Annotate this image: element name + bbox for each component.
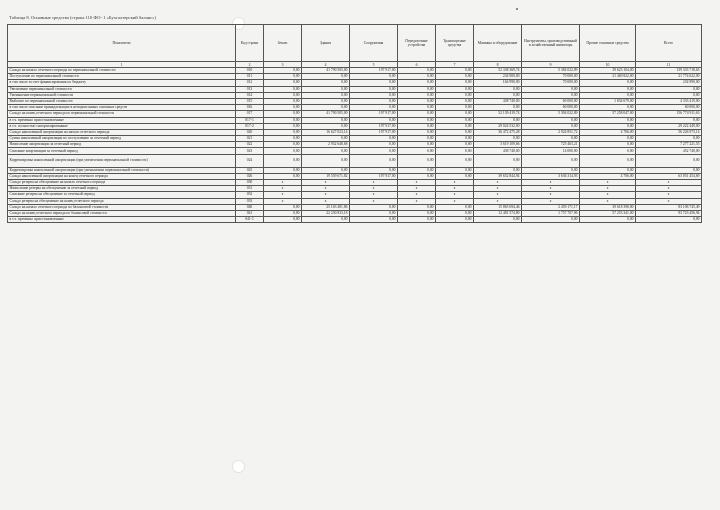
column-number: 3 xyxy=(264,62,302,68)
value-cell: 0,00 xyxy=(302,123,350,129)
value-cell: 52 139 419,74 xyxy=(474,111,522,117)
value-cell: 0,00 xyxy=(398,129,436,135)
value-cell: 197 917,00 xyxy=(350,173,398,179)
value-cell: 438 740,00 xyxy=(474,98,522,104)
column-header: Прочие основные средства xyxy=(580,25,636,62)
value-cell: 0,00 xyxy=(636,154,702,167)
row-code: 013 xyxy=(236,86,264,92)
column-header: Код строки xyxy=(236,25,264,62)
value-cell: 41 790 505,00 xyxy=(302,111,350,117)
value-cell: 0,00 xyxy=(436,210,474,216)
value-cell: 0,00 xyxy=(522,117,580,123)
value-cell: x xyxy=(636,192,702,198)
value-cell: x xyxy=(398,180,436,186)
column-header: Земли xyxy=(264,25,302,62)
row-code: 010 xyxy=(236,68,264,74)
row-code: 040 xyxy=(236,204,264,210)
value-cell: 0,00 xyxy=(264,80,302,86)
value-cell: 0,00 xyxy=(436,142,474,148)
value-cell: 0,00 xyxy=(474,117,522,123)
value-cell: 0,00 xyxy=(302,117,350,123)
value-cell: 0,00 xyxy=(264,154,302,167)
row-label: Сальдо резерва на обесценение на начало отчетного периода xyxy=(8,180,236,186)
value-cell: 0,00 xyxy=(636,86,702,92)
value-cell: 0,00 xyxy=(436,92,474,98)
header-row xyxy=(8,25,702,62)
row-label: Начисление резерва на обесценение за отчетный период xyxy=(8,186,236,192)
value-cell: 22 230 833,18 xyxy=(302,210,350,216)
value-cell: 0,00 xyxy=(636,167,702,173)
value-cell: x xyxy=(522,186,580,192)
value-cell: x xyxy=(436,192,474,198)
value-cell: x xyxy=(436,198,474,204)
value-cell: x xyxy=(436,180,474,186)
row-code: 017-2 xyxy=(236,123,264,129)
row-label: в том числе списание принадлежащих в неподписанных основных средств xyxy=(8,105,236,111)
row-code: 032 xyxy=(236,192,264,198)
value-cell: 0,00 xyxy=(398,111,436,117)
value-cell: 0,00 xyxy=(302,154,350,167)
value-cell: 0,00 xyxy=(436,74,474,80)
value-cell: 0,00 xyxy=(302,136,350,142)
row-label: Сальдо резерва на обесценение на конец отчетного периода xyxy=(8,198,236,204)
value-cell: 0,00 xyxy=(580,92,636,98)
value-cell: 0,00 xyxy=(264,167,302,173)
value-cell: 39 618 398,00 xyxy=(580,204,636,210)
row-label: Корректировка накопленной амортизации (при уменьшении первоначальной стоимости) xyxy=(8,167,236,173)
row-code: 030 xyxy=(236,180,264,186)
value-cell: 41 790 505,00 xyxy=(302,68,350,74)
value-cell: x xyxy=(350,198,398,204)
value-cell: 29 222 449,00 xyxy=(636,123,702,129)
value-cell: 0,00 xyxy=(350,204,398,210)
value-cell: x xyxy=(398,198,436,204)
row-code: 041-1 xyxy=(236,217,264,223)
value-cell: 725 463,21 xyxy=(522,142,580,148)
value-cell: x xyxy=(474,198,522,204)
value-cell: 0,00 xyxy=(436,123,474,129)
value-cell: 3 636 314,93 xyxy=(522,173,580,179)
value-cell: x xyxy=(302,186,350,192)
value-cell: 1 757 707,96 xyxy=(522,210,580,216)
value-cell: 0,00 xyxy=(580,123,636,129)
value-cell: 0,00 xyxy=(302,98,350,104)
column-number: 7 xyxy=(436,62,474,68)
punch-hole xyxy=(232,460,245,473)
column-number: 1 xyxy=(8,62,236,68)
value-cell: 0,00 xyxy=(580,117,636,123)
value-cell: 56 226 973,14 xyxy=(636,129,702,135)
row-label: Сальдо на конец отчетного периода по первоначальной стоимости xyxy=(8,111,236,117)
value-cell: 0,00 xyxy=(264,129,302,135)
value-cell: x xyxy=(580,198,636,204)
value-cell: 0,00 xyxy=(302,105,350,111)
value-cell: 0,00 xyxy=(436,204,474,210)
value-cell: 0,00 xyxy=(436,117,474,123)
value-cell: 93 723 456,94 xyxy=(636,210,702,216)
value-cell: 234 990,00 xyxy=(636,80,702,86)
value-cell: 0,00 xyxy=(522,86,580,92)
value-cell: x xyxy=(264,180,302,186)
value-cell: 39 623 104,00 xyxy=(580,68,636,74)
value-cell: 0,00 xyxy=(302,74,350,80)
value-cell: 0,00 xyxy=(264,111,302,117)
row-code: 021 xyxy=(236,136,264,142)
value-cell: 438 740,00 xyxy=(474,148,522,154)
column-header: Инструменты, производственный и хозяйственный инвентарь xyxy=(522,25,580,62)
value-cell: 0,00 xyxy=(580,105,636,111)
value-cell: 0,00 xyxy=(636,217,702,223)
value-cell: 15 865 694,46 xyxy=(474,204,522,210)
row-code: 031 xyxy=(236,186,264,192)
value-cell: 197 917,00 xyxy=(350,129,398,135)
value-cell: 0,00 xyxy=(580,217,636,223)
fixed-assets-table xyxy=(7,24,702,223)
value-cell: 0,00 xyxy=(636,92,702,98)
row-label: Уменьшение первоначальной стоимости xyxy=(8,92,236,98)
row-code: 014 xyxy=(236,92,264,98)
row-code: 016 xyxy=(236,105,264,111)
value-cell: 2 459 171,17 xyxy=(522,204,580,210)
column-number: 5 xyxy=(350,62,398,68)
value-cell: 0,00 xyxy=(474,136,522,142)
value-cell: 14 000,00 xyxy=(522,148,580,154)
value-cell: 0,00 xyxy=(474,92,522,98)
value-cell: 0,00 xyxy=(264,98,302,104)
value-cell: 0,00 xyxy=(522,123,580,129)
row-label: Увеличение первоначальной стоимости xyxy=(8,86,236,92)
value-cell: 0,00 xyxy=(302,167,350,173)
value-cell: 0,00 xyxy=(580,154,636,167)
row-code: 017-1 xyxy=(236,117,264,123)
row-code: 017 xyxy=(236,111,264,117)
value-cell: 70 000,00 xyxy=(522,74,580,80)
value-cell: 0,00 xyxy=(264,148,302,154)
value-cell: x xyxy=(522,192,580,198)
column-header: Машины и оборудование xyxy=(474,25,522,62)
column-number: 9 xyxy=(522,62,580,68)
value-cell: 0,00 xyxy=(264,210,302,216)
value-cell: 139 333 718,63 xyxy=(636,68,702,74)
value-cell: 19 559 671,82 xyxy=(302,173,350,179)
column-header: Передаточные устройства xyxy=(398,25,436,62)
value-cell: 197 917,00 xyxy=(350,68,398,74)
value-cell: 57 258 047,00 xyxy=(580,111,636,117)
value-cell: 0,00 xyxy=(264,173,302,179)
value-cell: x xyxy=(474,180,522,186)
value-cell: 5 384 022,89 xyxy=(522,68,580,74)
value-cell: 52 338 369,74 xyxy=(474,68,522,74)
value-cell: 0,00 xyxy=(522,167,580,173)
row-label: Корректировка накопленной амортизации (при увеличении первоначальной стоимости) xyxy=(8,154,236,167)
value-cell: 70 000,00 xyxy=(522,80,580,86)
row-label: в том числе за счет финансирования по бюджету xyxy=(8,80,236,86)
value-cell: x xyxy=(350,186,398,192)
value-cell: 0,00 xyxy=(522,154,580,167)
value-cell: 0,00 xyxy=(436,217,474,223)
column-header: Всего xyxy=(636,25,702,62)
value-cell: 25 163 481,86 xyxy=(302,204,350,210)
value-cell: x xyxy=(580,186,636,192)
value-cell: 0,00 xyxy=(398,136,436,142)
value-cell: 0,00 xyxy=(636,136,702,142)
value-cell: 0,00 xyxy=(350,74,398,80)
value-cell: 0,00 xyxy=(398,92,436,98)
value-cell: x xyxy=(350,192,398,198)
value-cell: 0,00 xyxy=(350,136,398,142)
column-header: Показатели xyxy=(8,25,236,62)
column-header: Сооружения xyxy=(350,25,398,62)
value-cell: x xyxy=(264,198,302,204)
value-cell: 0,00 xyxy=(436,136,474,142)
value-cell: 0,00 xyxy=(436,68,474,74)
value-cell: 0,00 xyxy=(398,167,436,173)
value-cell: 0,00 xyxy=(350,217,398,223)
value-cell: 21 469 822,00 xyxy=(580,74,636,80)
value-cell: 0,00 xyxy=(398,98,436,104)
row-label: Сальдо накопленной амортизации на начало отчетного периода xyxy=(8,129,236,135)
value-cell: x xyxy=(474,192,522,198)
value-cell: 60 000,00 xyxy=(636,105,702,111)
value-cell: 3 619 109,66 xyxy=(474,142,522,148)
value-cell: 0,00 xyxy=(398,173,436,179)
value-cell: 0,00 xyxy=(350,98,398,104)
value-cell: x xyxy=(398,186,436,192)
value-cell: 0,00 xyxy=(580,142,636,148)
row-code: 020 xyxy=(236,129,264,135)
value-cell: 197 917,00 xyxy=(350,111,398,117)
value-cell: 0,00 xyxy=(436,80,474,86)
row-code: 026 xyxy=(236,173,264,179)
value-cell: 0,00 xyxy=(436,86,474,92)
column-number: 8 xyxy=(474,62,522,68)
value-cell: 0,00 xyxy=(436,148,474,154)
value-cell: 164 990,00 xyxy=(474,80,522,86)
value-cell: 0,00 xyxy=(436,173,474,179)
value-cell: 0,00 xyxy=(474,217,522,223)
value-cell: 60 000,00 xyxy=(522,98,580,104)
value-cell: 0,00 xyxy=(398,105,436,111)
value-cell: 0,00 xyxy=(398,148,436,154)
value-cell: x xyxy=(522,198,580,204)
value-cell: 2 932 648,68 xyxy=(302,142,350,148)
value-cell: 39 652 844,94 xyxy=(474,173,522,179)
value-cell: 0,00 xyxy=(350,80,398,86)
row-label: Сальдо на конец отчетного периода по балансовой стоимости xyxy=(8,210,236,216)
column-number: 10 xyxy=(580,62,636,68)
value-cell: 0,00 xyxy=(350,117,398,123)
speck-mark xyxy=(516,8,518,10)
row-label: Сальдо на начало отчетного периода по балансовой стоимости xyxy=(8,204,236,210)
value-cell: 4 706,00 xyxy=(580,173,636,179)
column-header: Здания xyxy=(302,25,350,62)
value-cell: 0,00 xyxy=(350,154,398,167)
value-cell: 0,00 xyxy=(398,217,436,223)
value-cell: 0,00 xyxy=(436,167,474,173)
value-cell: 0,00 xyxy=(522,217,580,223)
row-code: 011 xyxy=(236,74,264,80)
row-label: Поступление по первоначальной стоимости xyxy=(8,74,236,80)
value-cell: x xyxy=(580,192,636,198)
value-cell: 0,00 xyxy=(474,86,522,92)
value-cell: 0,00 xyxy=(436,154,474,167)
row-label: в т.ч. временно приостановленные xyxy=(8,117,236,123)
value-cell: 0,00 xyxy=(350,92,398,98)
row-code: 033 xyxy=(236,198,264,204)
value-cell: 0,00 xyxy=(436,129,474,135)
value-cell: 0,00 xyxy=(398,68,436,74)
value-cell: 0,00 xyxy=(264,123,302,129)
value-cell: x xyxy=(264,186,302,192)
table-row xyxy=(8,154,702,167)
value-cell: 4 706,00 xyxy=(580,129,636,135)
row-code: 025 xyxy=(236,167,264,173)
value-cell: x xyxy=(398,192,436,198)
value-cell: 60 000,00 xyxy=(522,105,580,111)
value-cell: 0,00 xyxy=(264,74,302,80)
row-code: 023 xyxy=(236,148,264,154)
value-cell: 0,00 xyxy=(474,167,522,173)
value-cell: 0,00 xyxy=(398,123,436,129)
value-cell: 197 917,00 xyxy=(350,123,398,129)
value-cell: 0,00 xyxy=(302,148,350,154)
value-cell: 16 627 023,14 xyxy=(302,129,350,135)
row-label: Сальдо накопленной амортизации на конец отчетного периода xyxy=(8,173,236,179)
row-label: в т.ч. временно приостановленные xyxy=(8,217,236,223)
row-label: в т.ч. полностью самортизированные xyxy=(8,123,236,129)
column-number: 2 xyxy=(236,62,264,68)
value-cell: 0,00 xyxy=(264,204,302,210)
value-cell: 0,00 xyxy=(350,105,398,111)
value-cell: 0,00 xyxy=(522,136,580,142)
value-cell: x xyxy=(264,192,302,198)
value-cell: 0,00 xyxy=(474,105,522,111)
value-cell: 0,00 xyxy=(264,142,302,148)
value-cell: 0,00 xyxy=(436,105,474,111)
value-cell: x xyxy=(636,186,702,192)
column-header: Транспортные средства xyxy=(436,25,474,62)
value-cell: 0,00 xyxy=(398,210,436,216)
value-cell: 83 106 745,49 xyxy=(636,204,702,210)
table-row xyxy=(8,217,702,223)
value-cell: x xyxy=(474,186,522,192)
row-label: Сальдо на начало отчетного периода по первоначальной стоимости xyxy=(8,68,236,74)
value-cell: 0,00 xyxy=(350,210,398,216)
value-cell: 0,00 xyxy=(580,80,636,86)
column-number: 4 xyxy=(302,62,350,68)
row-code: 024 xyxy=(236,154,264,167)
value-cell: 234 900,00 xyxy=(474,74,522,80)
row-code: 022 xyxy=(236,142,264,148)
value-cell: 0,00 xyxy=(302,86,350,92)
value-cell: 0,00 xyxy=(264,86,302,92)
value-cell: 0,00 xyxy=(398,204,436,210)
value-cell: 29 024 532,00 xyxy=(474,123,522,129)
value-cell: x xyxy=(636,198,702,204)
value-cell: 0,00 xyxy=(398,86,436,92)
value-cell: 0,00 xyxy=(636,117,702,123)
value-cell: x xyxy=(302,192,350,198)
value-cell: 0,00 xyxy=(264,217,302,223)
value-cell: 0,00 xyxy=(580,136,636,142)
row-label: Сумма накопленной амортизации по поступлению за отчетный период xyxy=(8,136,236,142)
value-cell: 7 277 221,55 xyxy=(636,142,702,148)
value-cell: 5 394 022,89 xyxy=(522,111,580,117)
row-label: Начисление амортизации за отчетный период xyxy=(8,142,236,148)
value-cell: 0,00 xyxy=(398,80,436,86)
row-label: Списание амортизации за отчетный период xyxy=(8,148,236,154)
value-cell: 0,00 xyxy=(350,86,398,92)
column-number: 6 xyxy=(398,62,436,68)
value-cell: 0,00 xyxy=(436,98,474,104)
value-cell: 0,00 xyxy=(350,167,398,173)
value-cell: 0,00 xyxy=(264,105,302,111)
table-caption: Таблица 8. Основные средства (строка 110 ФО- 1 «Бухгалтерский баланс») xyxy=(9,15,156,20)
value-cell: 0,00 xyxy=(580,167,636,173)
value-cell: 0,00 xyxy=(522,92,580,98)
value-cell: 0,00 xyxy=(398,154,436,167)
value-cell: 63 051 454,69 xyxy=(636,173,702,179)
row-code: 015 xyxy=(236,98,264,104)
row-label: Списание резерва на обесценение за отчетный период xyxy=(8,192,236,198)
value-cell: 57 253 341,00 xyxy=(580,210,636,216)
value-cell: 0,00 xyxy=(436,111,474,117)
value-cell: 0,00 xyxy=(398,142,436,148)
value-cell: 0,00 xyxy=(302,217,350,223)
value-cell: 4 333 419,00 xyxy=(636,98,702,104)
value-cell: 1 834 679,00 xyxy=(580,98,636,104)
value-cell: x xyxy=(350,180,398,186)
value-cell: 36 472 475,28 xyxy=(474,129,522,135)
column-number: 11 xyxy=(636,62,702,68)
row-code: 041 xyxy=(236,210,264,216)
value-cell: 0,00 xyxy=(580,148,636,154)
value-cell: x xyxy=(636,180,702,186)
value-cell: x xyxy=(580,180,636,186)
value-cell: 156 774 911,63 xyxy=(636,111,702,117)
value-cell: 0,00 xyxy=(398,74,436,80)
value-cell: 0,00 xyxy=(302,92,350,98)
value-cell: 0,00 xyxy=(474,154,522,167)
value-cell: 0,00 xyxy=(350,142,398,148)
row-label: Выбытие по первоначальной стоимости xyxy=(8,98,236,104)
value-cell: x xyxy=(522,180,580,186)
value-cell: x xyxy=(302,180,350,186)
value-cell: x xyxy=(436,186,474,192)
value-cell: 0,00 xyxy=(264,136,302,142)
value-cell: 0,00 xyxy=(264,117,302,123)
value-cell: 0,00 xyxy=(264,68,302,74)
value-cell: 12 481 574,80 xyxy=(474,210,522,216)
value-cell: 21 774 622,00 xyxy=(636,74,702,80)
value-cell: 0,00 xyxy=(302,80,350,86)
row-code: 012 xyxy=(236,80,264,86)
value-cell: 2 924 851,72 xyxy=(522,129,580,135)
value-cell: 452 740,00 xyxy=(636,148,702,154)
value-cell: 0,00 xyxy=(580,86,636,92)
value-cell: 0,00 xyxy=(264,92,302,98)
value-cell: 0,00 xyxy=(398,117,436,123)
value-cell: x xyxy=(302,198,350,204)
value-cell: 0,00 xyxy=(350,148,398,154)
